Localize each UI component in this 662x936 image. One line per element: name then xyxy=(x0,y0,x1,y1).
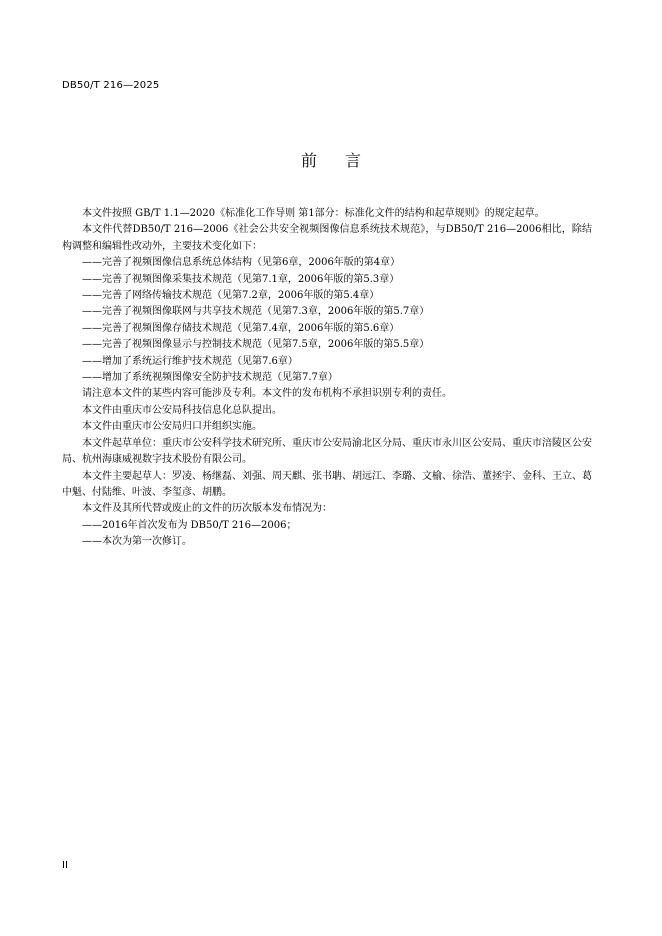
paragraph-proposer: 本文件由重庆市公安局科技信息化总队提出。 xyxy=(82,404,282,416)
change-item: ——增加了系统运行维护技术规范（见第7.6章） xyxy=(82,355,298,367)
paragraph-replacement: 本文件代替DB50/T 216—2006《社会公共安全视频图像信息系统技术规范》，与DB50/T 216—2006相比，除结构调整和编辑性改动外，主要技术变化如下： xyxy=(62,224,592,252)
paragraph-version-history: 本文件及其所代替或废止的文件的历次版本发布情况为： xyxy=(82,503,332,515)
change-item: ——完善了视频图像采集技术规范（见第7.1章，2006年版的第5.3章） xyxy=(82,273,400,285)
paragraph-drafting-rules: 本文件按照 GB/T 1.1—2020《标准化工作导则 第1部分：标准化文件的结构和起草规则》的规定起草。 xyxy=(82,208,545,219)
change-item: ——完善了网络传输技术规范（见第7.2章，2006年版的第5.4章） xyxy=(82,290,380,302)
change-item: ——完善了视频图像显示与控制技术规范（见第7.5章，2006年版的第5.5章） xyxy=(82,339,430,351)
page-number: II xyxy=(62,860,68,871)
paragraph-drafting-units: 本文件起草单位：重庆市公安科学技术研究所、重庆市公安局渝北区分局、重庆市永川区公安局、重庆市涪陵区公安局、杭州海康威视数字技术股份有限公司。 xyxy=(62,437,592,466)
history-item: ——2016年首次发布为 DB50/T 216—2006； xyxy=(82,519,297,531)
document-id: DB50/T 216—2025 xyxy=(62,80,160,91)
change-item: ——完善了视频图像信息系统总体结构（见第6章，2006年版的第4章） xyxy=(82,257,401,269)
change-item: ——增加了系统视频图像安全防护技术规范（见第7.7章） xyxy=(82,372,338,384)
page-title: 前言 xyxy=(300,151,389,170)
history-item: ——本次为第一次修订。 xyxy=(82,536,192,548)
foreword-body xyxy=(62,206,592,551)
paragraph-patent-notice: 请注意本文件的某些内容可能涉及专利。本文件的发布机构不承担识别专利的责任。 xyxy=(82,388,452,400)
paragraph-drafters: 本文件主要起草人：罗凌、杨继磊、刘强、周天麒、张书聃、胡远江、李璐、文榆、徐浩、董拯宇、金科、王立、葛中魁、付陆维、叶波、李玺彦、胡鹏。 xyxy=(62,470,592,498)
change-item: ——完善了视频图像联网与共享技术规范（见第7.3章，2006年版的第5.7章） xyxy=(82,306,430,318)
paragraph-administrator: 本文件由重庆市公安局归口并组织实施。 xyxy=(82,421,262,433)
change-item: ——完善了视频图像存储技术规范（见第7.4章，2006年版的第5.6章） xyxy=(82,322,400,334)
